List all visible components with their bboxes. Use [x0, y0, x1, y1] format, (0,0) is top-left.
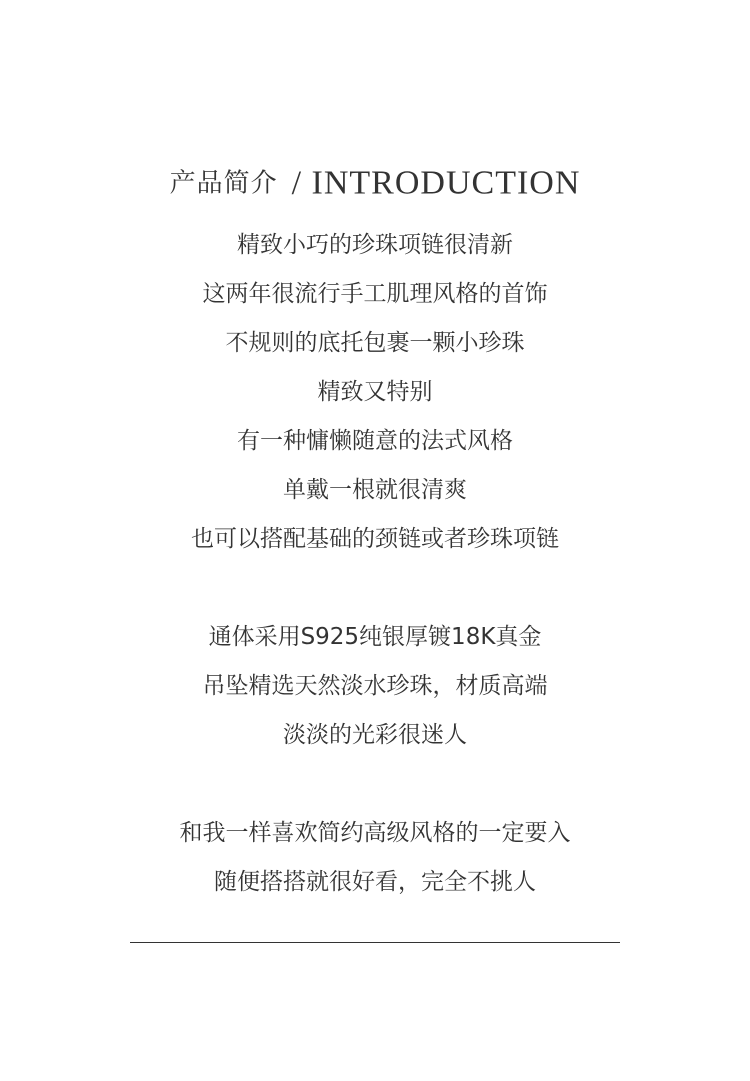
section-title-en: / INTRODUCTION	[291, 164, 581, 202]
intro-blank-line	[0, 760, 750, 809]
intro-line: 淡淡的光彩很迷人	[283, 722, 467, 748]
intro-blank-line	[0, 564, 750, 613]
intro-line: 精致又特别	[317, 379, 433, 405]
intro-line: 通体采用S925纯银厚镀18K真金	[208, 624, 542, 650]
bottom-divider	[130, 942, 620, 943]
intro-line: 和我一样喜欢简约高级风格的一定要入	[179, 820, 571, 846]
section-title	[0, 158, 750, 209]
intro-text	[0, 221, 750, 907]
intro-line: 也可以搭配基础的颈链或者珍珠项链	[191, 526, 559, 552]
intro-line: 精致小巧的珍珠项链很清新	[237, 232, 513, 258]
intro-line: 吊坠精选天然淡水珍珠，材质高端	[202, 673, 548, 699]
intro-line: 随便搭搭就很好看，完全不挑人	[214, 869, 536, 895]
section-title-cn: 产品简介	[169, 168, 278, 199]
intro-line: 有一种慵懒随意的法式风格	[237, 428, 513, 454]
intro-line: 单戴一根就很清爽	[283, 477, 467, 503]
intro-line: 这两年很流行手工肌理风格的首饰	[202, 281, 548, 307]
intro-line: 不规则的底托包裹一颗小珍珠	[225, 330, 525, 356]
